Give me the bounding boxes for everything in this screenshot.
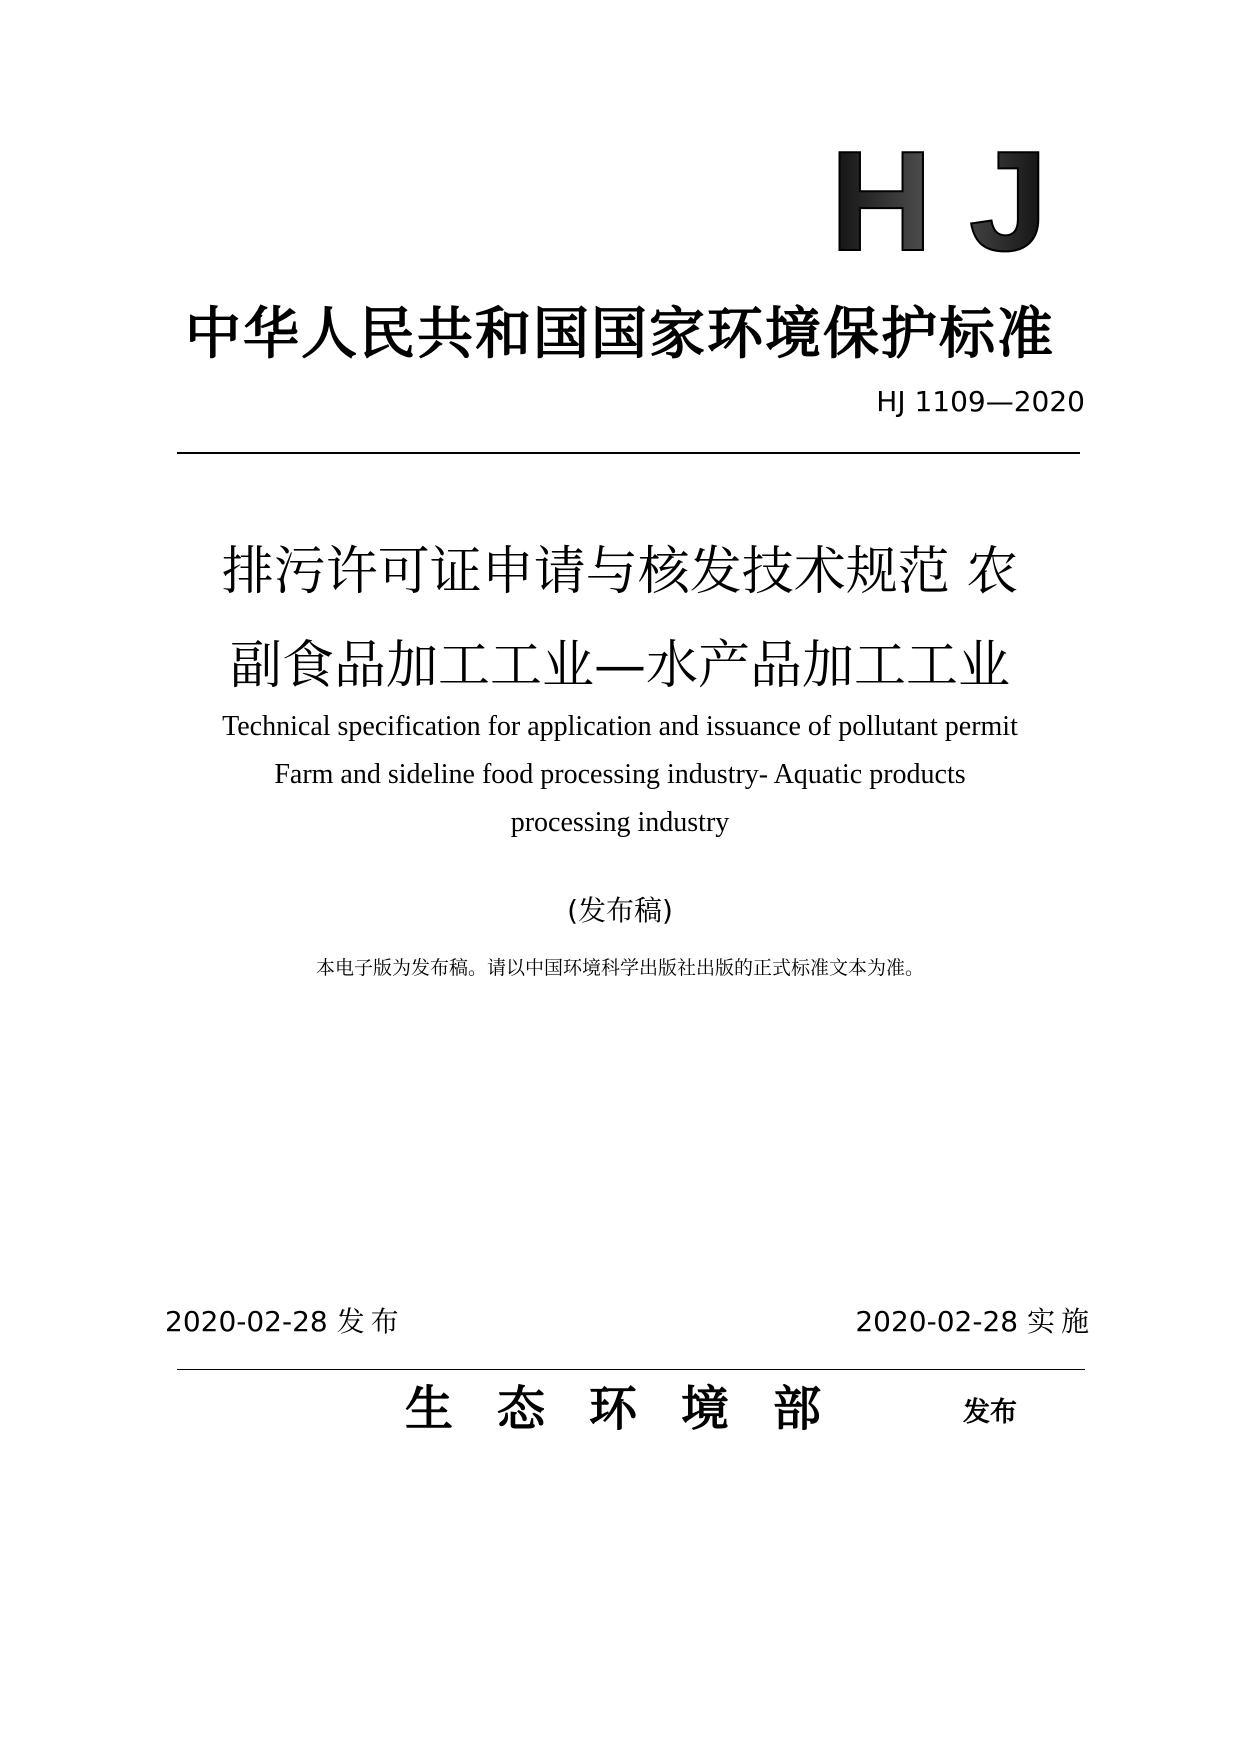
english-title-line-2: Farm and sideline food processing industry- Aquatic products — [274, 759, 966, 790]
publish-label: 发布 — [336, 1305, 405, 1338]
publish-date: 2020-02-28 — [165, 1305, 328, 1338]
standard-code: HJ 1109—2020 — [876, 385, 1085, 418]
edition-note: 本电子版为发布稿。请以中国环境科学出版社出版的正式标准文本为准。 — [315, 957, 924, 979]
english-title-line-1: Technical specification for application and issuance of pollutant permit — [222, 711, 1018, 742]
footer-divider — [177, 1369, 1085, 1370]
english-title — [0, 703, 1240, 847]
effective-label: 实施 — [1026, 1305, 1095, 1338]
chinese-title — [0, 525, 1240, 713]
chinese-title-line-1: 排污许可证申请与核发技术规范 农 — [221, 542, 1019, 602]
issuer-action: 发布 — [963, 1397, 1017, 1428]
header-divider — [177, 452, 1080, 454]
logo-text: HJ — [830, 140, 1048, 260]
chinese-title-line-2: 副食品加工工业—水产品加工工业 — [229, 636, 1010, 696]
hj-logo — [830, 140, 1050, 260]
effective-date-line — [855, 1304, 1095, 1340]
issuer-name: 生态环境部 — [405, 1381, 866, 1437]
draft-label: (发布稿) — [567, 894, 673, 927]
english-title-line-3: processing industry — [510, 807, 730, 838]
standard-name: 中华人民共和国国家环境保护标准 — [185, 302, 1055, 367]
effective-date: 2020-02-28 — [855, 1305, 1019, 1338]
publish-date-line — [165, 1304, 405, 1340]
